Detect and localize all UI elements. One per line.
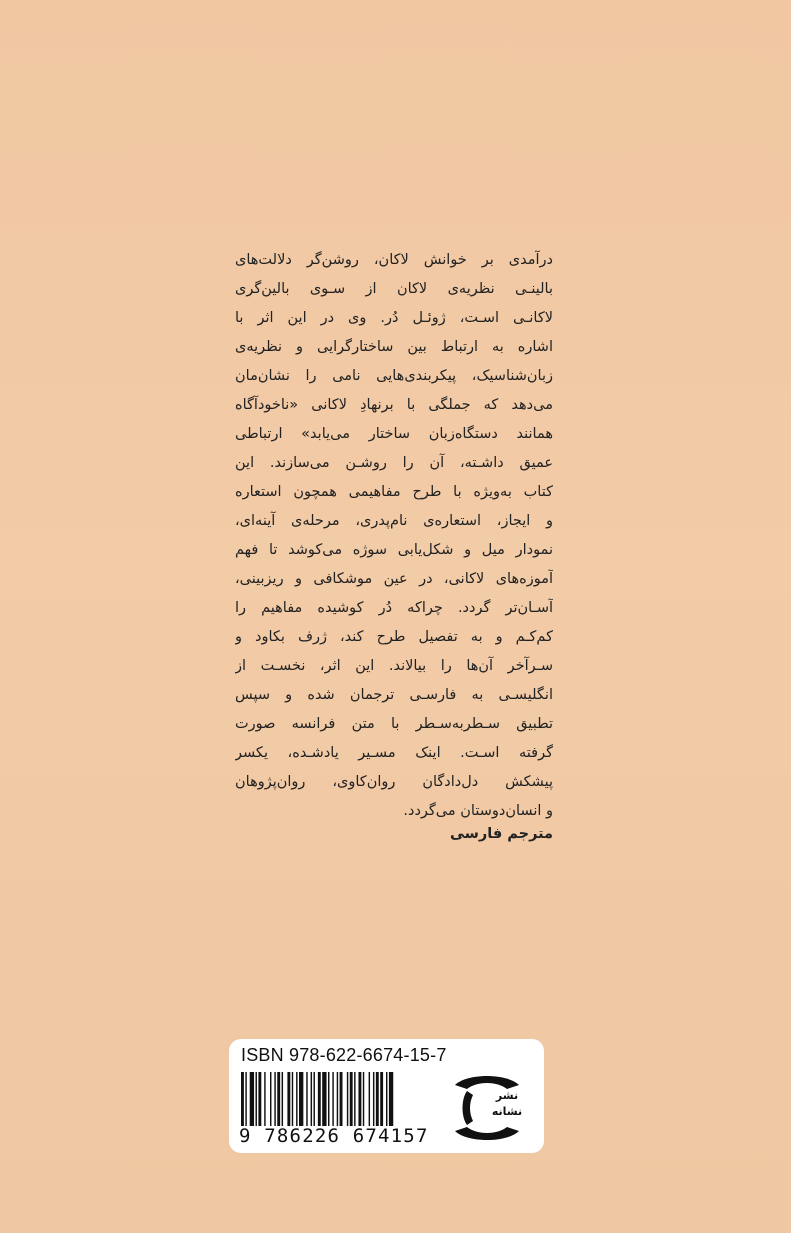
barcode-bar [376,1072,379,1126]
barcode-bar [337,1072,338,1126]
barcode-bar [318,1072,321,1126]
blurb-line: می‌دهد که جملگی با برنهادِ لاکانی «ناخودآگاه [235,397,553,413]
barcode-digits: 9 786226 674157 [239,1125,429,1147]
barcode-bar [306,1072,307,1126]
isbn-label: ISBN 978-622-6674-15-7 [241,1045,447,1065]
barcode-bar [270,1072,271,1126]
barcode-bar [314,1072,315,1126]
blurb-line: لاکانـی اسـت، ژوئـل دُر. وی در این اثر با [235,310,553,326]
barcode-panel [229,1039,544,1153]
barcode-bar [299,1072,303,1126]
barcode-bar [347,1072,348,1126]
barcode-bar [282,1072,283,1126]
barcode-bar [354,1072,355,1126]
barcode-bar [277,1072,280,1126]
barcode-bar [340,1072,343,1126]
barcode-bar [332,1072,333,1126]
barcode-bar [274,1072,275,1126]
blurb-line: تطبیق سـطربه‌سـطر با متن فرانسه صورت [235,716,553,732]
blurb-line: و انسان‌دوستان می‌گردد. [403,803,553,819]
barcode-bar [373,1072,374,1126]
blurb-line: بالینـی نظریه‌ی لاکان از سـوی بالین‌گری [235,281,553,297]
barcode-bar [264,1072,265,1126]
blurb-line: گرفته اسـت. اینک مسـیر یادشـده، یکسر [235,745,553,761]
barcode-bar [292,1072,293,1126]
blurb-line: کتاب به‌ویژه با طرح مفاهیمی همچون استعاره [235,484,553,500]
translator-signature: مترجم فارسی [449,826,553,842]
barcode-bar [311,1072,312,1126]
barcode-bar [358,1072,361,1126]
barcode-bar [328,1072,329,1126]
barcode-bar [296,1072,297,1126]
blurb-line: و ایجاز، استعاره‌ی نام‌پدری، مرحله‌ی آینه‌ای، [235,513,553,529]
blurb-line: نمودار میل و شکل‌یابی سوژه می‌کوشد تا فهم [235,542,553,558]
blurb-line: آسـان‌تر گردد. چراکه دُر کوشیده مفاهیم را [235,600,553,616]
barcode-bar [363,1072,364,1126]
barcode-bar [245,1072,246,1126]
blurb-line: سـرآخر آن‌ها را بیالاند. این اثر، نخسـت از [235,658,553,674]
barcode-bar [258,1072,261,1126]
publisher-logo-text: نشانه [491,1105,523,1118]
barcode-bar [389,1072,393,1126]
blurb-line: درآمدی بر خوانش لاکان، روشن‌گر دلالت‌های [235,252,553,268]
publisher-logo-icon [449,1073,525,1143]
barcode-bar [350,1072,353,1126]
blurb-line: اشاره به ارتباط بین ساختارگرایی و نظریه‌ی [235,339,553,355]
barcode-bar [287,1072,290,1126]
blurb-text [235,246,553,826]
blurb-line: کم‌کـم و به تفصیل طرح کند، ژرف بکاود و [235,629,553,645]
blurb-line: آموزه‌های لاکانی، در عین موشکافی و ریزبینی، [235,571,553,587]
barcode-bar [386,1072,387,1126]
blurb-line: زبان‌شناسیک، پیکربندی‌هایی نامی را نشان‌مان [235,368,553,384]
barcode-bar [241,1072,244,1126]
publisher-logo-text: نشر [495,1089,519,1102]
blurb-line: انگلیسـی به فارسـی ترجمان شده و سپس [235,687,553,703]
barcode-bar [256,1072,257,1126]
blurb-line: همانند دستگاه‌زبان ساختار می‌یابد» ارتباطی [235,426,553,442]
barcode-bar [250,1072,254,1126]
barcode-bar [369,1072,370,1126]
barcode-bar [322,1072,326,1126]
barcode-bars [241,1072,446,1126]
barcode-bar [380,1072,383,1126]
blurb-line: پیشکش دل‌دادگان روان‌کاوی، روان‌پژوهان [235,774,553,790]
blurb-line: عمیق داشـته، آن را روشـن می‌سازند. این [235,455,553,471]
